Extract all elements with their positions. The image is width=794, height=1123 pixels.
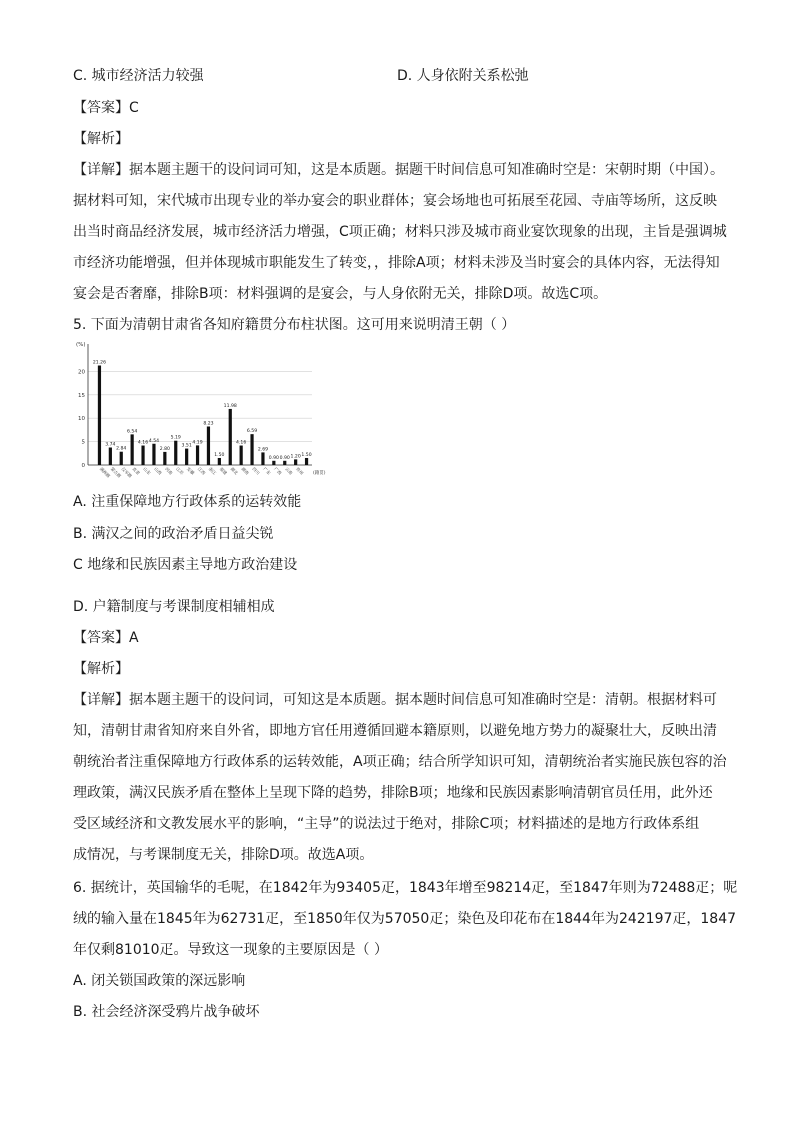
x-axis-label: (籍贯) xyxy=(313,471,326,476)
category-label: 江苏 xyxy=(175,466,185,476)
category-label: 直隶 xyxy=(131,466,141,476)
category-label: 河南 xyxy=(164,466,174,476)
option-b: B. 满汉之间的政治矛盾日益尖锐 xyxy=(73,526,274,542)
data-label: 6.54 xyxy=(127,429,138,435)
question-stem: 5. 下面为清朝甘肃省各知府籍贯分布柱状图。这可用来说明清王朝（ ） xyxy=(73,317,516,333)
bar xyxy=(185,449,188,465)
category-label: 江西 xyxy=(196,466,207,476)
y-tick-label: 20 xyxy=(78,369,85,376)
y-tick-label: 5 xyxy=(81,439,85,446)
data-label: 4.16 xyxy=(236,440,247,446)
data-label: 1.50 xyxy=(301,452,312,458)
analysis-label: 【解析】 xyxy=(73,131,129,147)
data-label: 5.19 xyxy=(170,435,181,441)
category-label: 广西 xyxy=(273,466,283,476)
category-label: 四川 xyxy=(251,466,261,476)
question-stem: 6. 据统计，英国输华的毛呢，在1842年为93405疋，1843年增至98214疋，至1847年则为72488疋；呢 xyxy=(73,880,738,896)
bar xyxy=(294,459,297,465)
detail-line: 成情况，与考课制度无关，排除D项。故选A项。 xyxy=(73,847,374,863)
detail-line: 朝统治者注重保障地方行政体系的运转效能，A项正确；结合所学知识可知，清朝统治者实施民族包容的治 xyxy=(73,754,727,770)
category-label: 蒙古旗 xyxy=(109,466,123,479)
detail-line: 市经济功能增强，但并体现城市职能发生了转变，，排除A项；材料未涉及当时宴会的具体内容，无法得知 xyxy=(73,255,720,271)
category-label: 贵州 xyxy=(294,466,305,476)
category-label: 湖南 xyxy=(240,466,250,476)
bar-chart xyxy=(66,340,326,485)
detail-line: 知，清朝甘肃省知府来自外省，即地方官任用遵循回避本籍原则，以避免地方势力的凝聚壮大，反映出清 xyxy=(73,723,717,739)
detail-line: 宴会是否奢靡，排除B项：材料强调的是宴会，与人身依附无关，排除D项。故选C项。 xyxy=(73,286,608,302)
option-d: D. 人身依附关系松弛 xyxy=(397,68,529,84)
question-stem: 绒的输入量在1845年为62731疋，至1850年仅为57050疋；染色及印花布在1844年为242197疋，1847 xyxy=(73,911,737,927)
bar xyxy=(250,434,253,465)
bar xyxy=(141,446,144,465)
detail-line: 【详解】据本题主题干的设问词，可知这是本质题。据本题时间信息可知准确时空是：清朝。根据材料可 xyxy=(73,692,717,708)
category-label: 云南 xyxy=(284,466,294,476)
category-label: 安徽 xyxy=(185,466,196,476)
bar xyxy=(272,461,275,465)
data-label: 1.50 xyxy=(214,452,225,458)
category-label: 汉军旗 xyxy=(120,466,133,479)
data-label: 2.80 xyxy=(159,446,170,452)
bar xyxy=(240,446,243,465)
bar xyxy=(152,444,155,465)
option-c: C 地缘和民族因素主导地方政治建设 xyxy=(73,557,298,573)
analysis-label: 【解析】 xyxy=(73,661,129,677)
bar xyxy=(120,452,123,465)
answer-label: 【答案】C xyxy=(73,100,139,116)
option-a: A. 闭关锁国政策的深远影响 xyxy=(73,973,246,989)
category-label: 广东 xyxy=(262,466,272,476)
bar xyxy=(163,452,166,465)
bar xyxy=(305,458,308,465)
y-tick-label: 15 xyxy=(78,392,85,399)
bar xyxy=(207,426,210,465)
category-label: 浙江 xyxy=(207,466,218,476)
category-label: 湖北 xyxy=(229,466,240,476)
detail-line: 【详解】据本题主题干的设问词可知，这是本质题。据题干时间信息可知准确时空是：宋朝时期（中国）。 xyxy=(73,162,724,178)
data-label: 1.20 xyxy=(290,454,301,460)
option-d: D. 户籍制度与考课制度相辅相成 xyxy=(73,599,275,615)
detail-line: 理政策，满汉民族矛盾在整体上呈现下降的趋势，排除B项；地缘和民族因素影响清朝官员任用，此外还 xyxy=(73,785,713,801)
answer-label: 【答案】A xyxy=(73,630,139,646)
data-label: 4.16 xyxy=(137,440,149,446)
y-tick-label: 10 xyxy=(78,416,85,423)
data-label: 0.90 xyxy=(268,455,279,461)
category-label: 福建 xyxy=(218,466,229,476)
bar xyxy=(218,458,221,465)
bar xyxy=(131,434,134,465)
data-label: 6.59 xyxy=(246,429,258,435)
data-label: 2.84 xyxy=(116,446,127,452)
data-label: 4.54 xyxy=(148,438,160,444)
bar xyxy=(229,409,232,465)
option-a: A. 注重保障地方行政体系的运转效能 xyxy=(73,494,302,510)
question-stem: 年仅剩81010疋。导致这一现象的主要原因是（ ） xyxy=(73,942,388,958)
bar xyxy=(98,366,101,465)
detail-line: 受区域经济和文教发展水平的影响，“主导”的说法过于绝对，排除C项；材料描述的是地方行政体系组 xyxy=(73,816,700,832)
bar xyxy=(174,441,177,465)
bar xyxy=(109,447,112,465)
data-label: 3.74 xyxy=(105,442,116,448)
category-label: 山东 xyxy=(142,466,152,476)
bar xyxy=(283,461,286,465)
data-label: 2.69 xyxy=(257,447,269,453)
data-label: 3.51 xyxy=(181,443,192,449)
option-b: B. 社会经济深受鸦片战争破坏 xyxy=(73,1004,260,1020)
option-c: C. 城市经济活力较强 xyxy=(73,68,204,84)
bar xyxy=(196,445,199,465)
data-label: 21.26 xyxy=(92,360,107,366)
data-label: 4.19 xyxy=(192,440,203,446)
bar xyxy=(261,452,264,465)
category-label: 满洲旗 xyxy=(98,466,112,479)
category-label: 山西 xyxy=(153,466,163,476)
y-axis-label: (%) xyxy=(76,342,86,348)
y-tick-label: 0 xyxy=(81,463,85,469)
data-label: 11.98 xyxy=(223,403,237,409)
detail-line: 出当时商品经济发展，城市经济活力增强，C项正确；材料只涉及城市商业宴饮现象的出现，主旨是强调城 xyxy=(73,224,727,240)
detail-line: 据材料可知，宋代城市出现专业的举办宴会的职业群体；宴会场地也可拓展至花园、寺庙等场所，这反映 xyxy=(73,193,717,209)
data-label: 8.23 xyxy=(203,421,214,427)
data-label: 0.90 xyxy=(279,455,290,461)
